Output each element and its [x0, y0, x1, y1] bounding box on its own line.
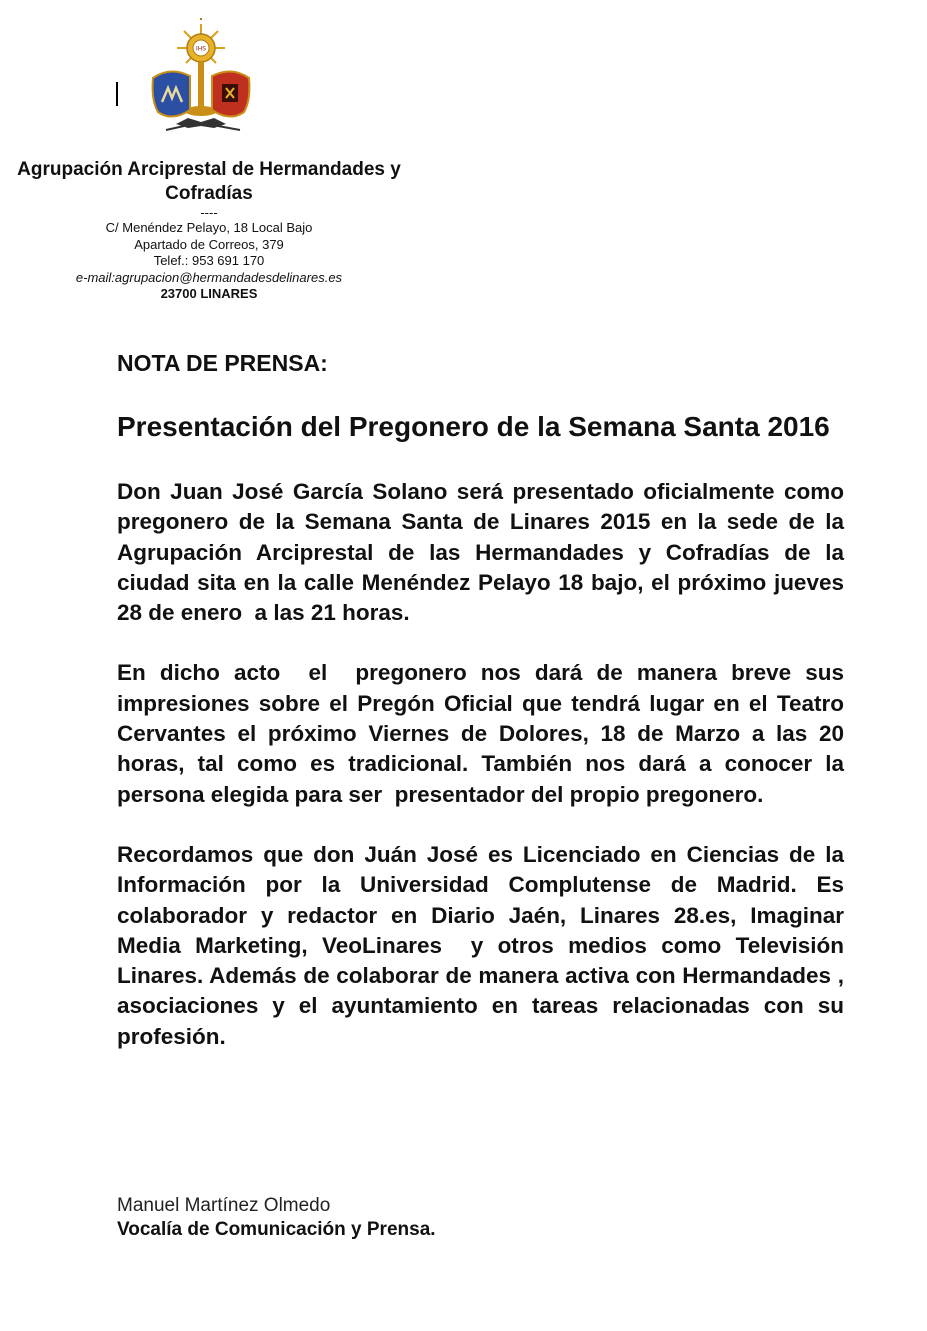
body-paragraph: Recordamos que don Juán José es Licenciado en Ciencias de la Información por la Universidad Complutense de Madrid. Es colaborador y redactor en Diario Jaén, Linares 28.es, Imaginar Media Marketing, VeoLinares y otros medios como Televisión Linares. Además de colaborar de manera activa con Hermandades , asociaciones y el ayuntamiento en tareas relacionadas con su profesión.: [117, 841, 851, 1049]
crown-base-icon: [166, 118, 240, 130]
emblem-monogram: IHS: [195, 45, 207, 53]
email-line: e-mail:agrupacion@hermandadesdelinares.es: [75, 269, 343, 285]
body-paragraph: En dicho acto el pregonero nos dará de manera breve sus impresiones sobre el Pregón Oficial que tendrá lugar en el Teatro Cervantes el próximo Viernes de Dolores, 18 de Marzo a las 20 horas, tal como es tradicional. También nos dará a conocer la persona elegida para ser presentador del propio pregonero.: [117, 660, 851, 807]
signature-name: Manuel Martínez Olmedo: [117, 1195, 331, 1216]
brotherhood-emblem: [148, 18, 254, 136]
org-name: Agrupación Arciprestal de Hermandades y Cofradías: [17, 159, 401, 204]
letterhead-separator: ----: [200, 205, 218, 220]
blue-shield-icon: [153, 71, 190, 116]
postal-line: 23700 LINARES: [160, 286, 258, 301]
press-release-label: NOTA DE PRENSA:: [117, 350, 328, 376]
text-cursor: [116, 82, 118, 106]
po-box-line: Apartado de Correos, 379: [134, 236, 284, 252]
press-headline: Presentación del Pregonero de la Semana Santa 2016: [117, 411, 830, 442]
press-release-body: [117, 348, 857, 1052]
body-paragraph: Don Juan José García Solano será presentado oficialmente como pregonero de la Semana Santa de Linares 2015 en la sede de la Agrupación Arciprestal de las Hermandades y Cofradías de la ciudad sita en la calle Menéndez Pelayo 18 bajo, el próximo jueves 28 de enero a las 21 horas.: [117, 479, 857, 626]
letterhead: [10, 158, 408, 303]
address-line: C/ Menéndez Pelayo, 18 Local Bajo: [105, 220, 313, 235]
signature-role: Vocalía de Comunicación y Prensa.: [117, 1219, 436, 1240]
red-shield-icon: [212, 71, 249, 116]
phone-line: Telef.: 953 691 170: [153, 253, 265, 268]
